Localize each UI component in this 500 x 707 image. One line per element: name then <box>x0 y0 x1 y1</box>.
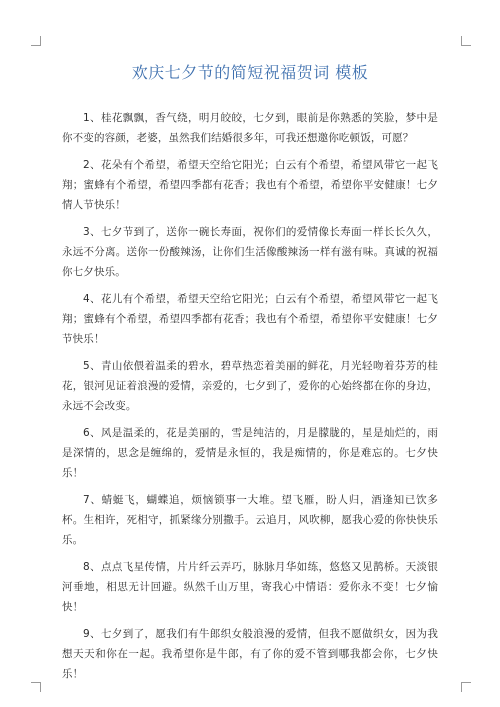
paragraph-1: 1、桂花飘飘，香气绕，明月皎皎，七夕到，眼前是你熟悉的笑脸，梦中是你不变的容颜，老婆，虽然我们结婚很多年，可我还想邀你吃顿饭，可愿？ <box>62 112 438 144</box>
page-corner-mark-top-left <box>31 36 41 46</box>
paragraph-8: 8、点点飞星传情，片片纤云弄巧，脉脉月华如练，悠悠又见鹊桥。天淡银河垂地，相思无计回避。纵然千山万里，寄我心中情语：爱你永不变！七夕愉快！ <box>62 561 438 613</box>
paragraph-2: 2、花朵有个希望，希望天空给它阳光；白云有个希望，希望风带它一起飞翔；蜜蜂有个希望，希望四季都有花香；我也有个希望，希望你平安健康！七夕情人节快乐！ <box>62 159 438 211</box>
paragraph-9: 9、七夕到了，愿我们有牛郎织女般浪漫的爱情，但我不愿做织女，因为我想天天和你在一起。我希望你是牛郎，有了你的爱不管到哪我都会你，七夕快乐！ <box>62 628 438 680</box>
document-body <box>62 108 438 691</box>
paragraph-7: 7、蜻蜓飞，蝴蝶追，烦恼锁事一大堆。望飞雁，盼人归，酒逢知已饮多杯。生相许，死相守，抓紧缘分别撒手。云追月，风吹柳，愿我心爱的你快快乐乐。 <box>62 494 438 546</box>
paragraph-6: 6、风是温柔的，花是美丽的，雪是纯洁的，月是朦胧的，星是灿烂的，雨是深情的，思念是缠绵的，爱情是永恒的，我是痴情的，你是难忘的。七夕快乐！ <box>62 427 438 479</box>
page-corner-mark-top-right <box>461 36 471 46</box>
paragraph-3: 3、七夕节到了，送你一碗长寿面，祝你们的爱情像长寿面一样长长久久，永远不分离。送你一份酸辣汤，让你们生活像酸辣汤一样有滋有味。真诚的祝福你七夕快乐。 <box>62 226 438 278</box>
paragraph-5: 5、青山依偎着温柔的碧水，碧草热恋着美丽的鲜花，月光轻吻着芬芳的桂花，银河见证着浪漫的爱情，亲爱的，七夕到了，爱你的心始终都在你的身边，永远不会改变。 <box>62 360 438 412</box>
page-corner-mark-bottom-left <box>31 682 41 692</box>
page-corner-mark-bottom-right <box>461 682 471 692</box>
document-title: 欢庆七夕节的简短祝福贺词 模板 <box>131 63 369 82</box>
paragraph-4: 4、花儿有个希望，希望天空给它阳光；白云有个希望，希望风带它一起飞翔；蜜蜂有个希望，希望四季都有花香；我也有个希望，希望你平安健康！七夕节快乐！ <box>62 293 438 345</box>
